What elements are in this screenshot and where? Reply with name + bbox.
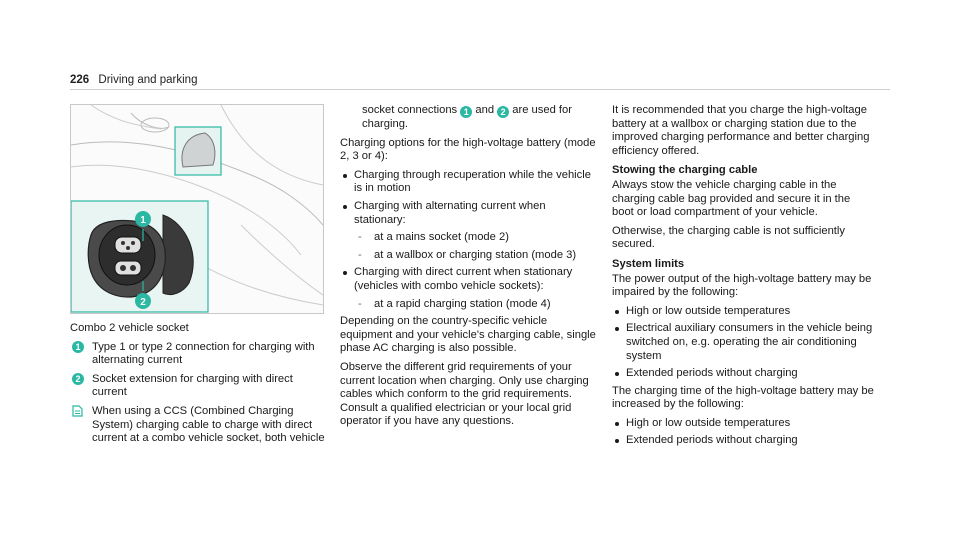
info-note-icon [71,405,83,417]
option-bullet-3: Charging with direct current when stationary (vehicles with combo vehicle sockets): [340,266,600,293]
note-continuation [340,104,600,132]
grid-requirements-paragraph: Observe the different grid requirements of your current location when charging. Only use charging cables which conform to the grid requirements. Consult a qualified electrician or your local grid operator if you have any questions. [340,360,589,428]
option-dash-1-text: at a mains socket (mode 2) [374,231,509,244]
header-divider [70,89,890,90]
legend-item-1 [70,341,326,368]
stowing-paragraph: Always stow the vehicle charging cable in the charging cable bag provided and secure it in the boot or load compartment of your vehicle. [612,178,851,219]
callout-2-label: 2 [140,297,146,308]
dash-marker: - [358,248,362,261]
legend-item-1-text: Type 1 or type 2 connection for charging with alternating current [92,340,315,367]
figure-caption: Combo 2 vehicle socket [70,322,189,334]
number-badge-2: 2 [72,373,84,385]
stowing-heading: Stowing the charging cable [612,164,758,177]
option-dash-2-text: at a wallbox or charging station (mode 3) [374,248,577,261]
option-dash-2 [340,249,600,263]
recommendation-paragraph: It is recommended that you charge the high-voltage battery at a wallbox or charging station due to the improved charging performance and better charging efficiency offered. [612,104,870,157]
note-text: When using a CCS (Combined Charging System) charging cable to charge with direct current at a combo vehicle socket, both vehicle [92,404,325,445]
section-title: Driving and parking [98,74,198,86]
time-bullet-2: Extended periods without charging [612,434,874,448]
time-bullet-1: High or low outside temperatures [612,417,874,431]
legend-item-2-text: Socket extension for charging with direct current [92,372,293,399]
option-dash-3 [340,298,600,312]
inline-badge-2: 2 [497,106,509,118]
option-dash-3-text: at a rapid charging station (mode 4) [374,297,551,310]
option-bullet-1: Charging through recuperation while the vehicle is in motion [340,169,600,196]
charging-options-intro: Charging options for the high-voltage battery (mode 2, 3 or 4): [340,136,596,163]
continuation-and: and [475,104,495,116]
callout-1-label: 1 [140,215,146,226]
socket-drawing [71,105,323,313]
system-limits-heading: System limits [612,257,685,270]
legend-item-2 [70,373,326,400]
page-header [70,74,197,88]
limits-bullet-1: High or low outside temperatures [612,305,874,319]
inline-badge-1: 1 [460,106,472,118]
column-middle [340,104,600,434]
limits-bullet-3: Extended periods without charging [612,367,874,381]
number-badge-1: 1 [72,341,84,353]
page-number: 226 [70,74,90,86]
option-dash-1 [340,231,600,245]
continuation-text-end: are used for charging. [362,104,572,130]
column-right [612,104,874,452]
column-left [70,104,326,451]
note [70,405,326,446]
charging-time-intro: The charging time of the high-voltage battery may be increased by the following: [612,384,874,411]
option-bullet-2: Charging with alternating current when stationary: [340,200,600,227]
continuation-text-start: socket connections [362,104,458,116]
socket-illustration [70,104,324,314]
dash-marker: - [358,231,362,244]
single-phase-paragraph: Depending on the country-specific vehicle equipment and your vehicle's charging cable, single phase AC charging is also possible. [340,315,596,355]
limits-bullet-2: Electrical auxiliary consumers in the vehicle being switched on, e.g. operating the air conditioning system [612,322,874,363]
system-limits-intro: The power output of the high-voltage battery may be impaired by the following: [612,272,872,299]
stowing-warning: Otherwise, the charging cable is not sufficiently secured. [612,224,845,251]
dash-marker: - [358,297,362,310]
